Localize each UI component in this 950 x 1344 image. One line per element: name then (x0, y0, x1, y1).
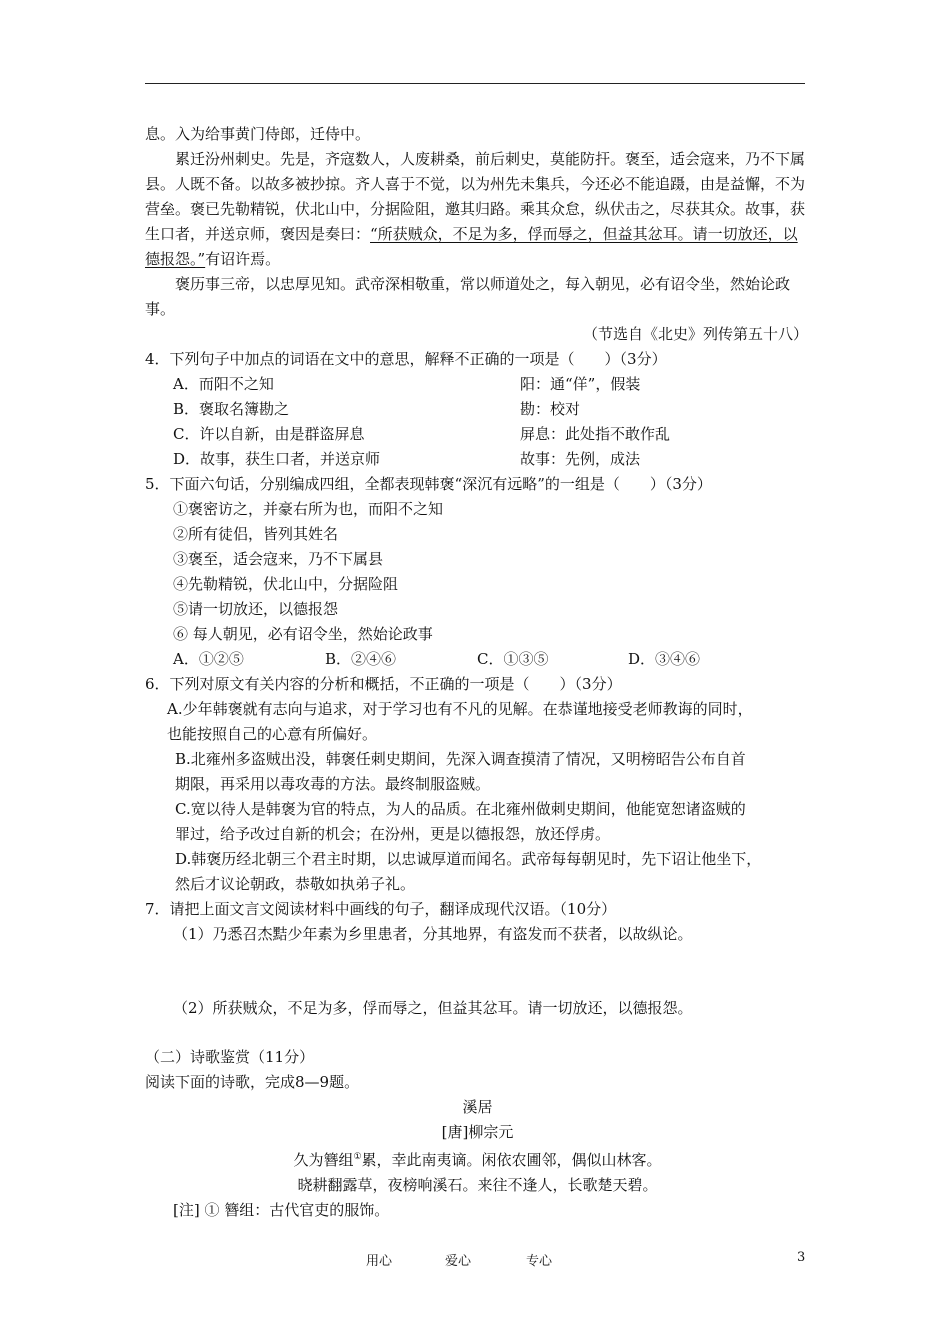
question-6-option-c-line-2: 罪过，给予改过自新的机会；在汾州，更是以德报怨，放还俘虏。 (175, 825, 611, 843)
underlined-sentence: “所获贼众，不足为多，俘而辱之，但益其忿耳。请一切放还，以德报怨。” (145, 225, 798, 268)
question-4-option-c: C．许以自新，由是群盗屏息 屏息：此处指不敢作乱 (173, 425, 671, 443)
footnote-marker: ① (353, 1152, 362, 1162)
question-7-sentence-2: （2）所获贼众，不足为多，俘而辱之，但益其忿耳。请一切放还，以德报怨。 (173, 999, 693, 1017)
question-5 (145, 472, 810, 672)
question-7-stem: 7．请把上面文言文阅读材料中画线的句子，翻译成现代汉语。（10分） (145, 900, 617, 918)
question-5-choices (145, 647, 810, 672)
page-number: 3 (797, 1250, 806, 1265)
question-6 (145, 672, 810, 897)
question-6-stem: 6．下列对原文有关内容的分析和概括，不正确的一项是（ ）（3分） (145, 675, 622, 693)
choice-a: A．①②⑤ (173, 650, 244, 668)
passage (145, 122, 810, 347)
poem-line-1: 久为簪组①累，幸此南夷谪。闲依农圃邻，偶似山林客。 (293, 1151, 662, 1169)
poetry-heading: （二）诗歌鉴赏（11分） (145, 1048, 315, 1066)
question-4-stem: 4．下列句子中加点的词语在文中的意思，解释不正确的一项是（ ）（3分） (145, 350, 667, 368)
poem-note: [注] ① 簪组：古代官吏的服饰。 (173, 1201, 390, 1219)
poem-title: 溪居 (462, 1098, 493, 1116)
question-6-option-a-line-1: A.少年韩褒就有志向与追求，对于学习也有不凡的见解。在恭谨地接受老师教诲的同时， (167, 700, 753, 718)
passage-source: （节选自《北史》列传第五十八） (582, 325, 808, 343)
question-5-item-2: ②所有徒侣，皆列其姓名 (173, 525, 339, 543)
choice-b: B．②④⑥ (325, 650, 397, 668)
question-6-option-c-line-1: C.宽以待人是韩褒为官的特点，为人的品质。在北雍州做刺史期间，他能宽恕诸盗贼的 (175, 800, 746, 818)
question-4-option-d: D．故事，获生口者，并送京师 故事：先例，成法 (173, 450, 641, 468)
question-6-option-b-line-1: B.北雍州多盗贼出没，韩褒任刺史期间，先深入调查摸清了情况，又明榜昭告公布自首 (175, 750, 746, 768)
question-5-item-3: ③褒至，适会寇来，乃不下属县 (173, 550, 384, 568)
passage-paragraph-3: 褒历事三帝，以忠厚见知。武帝深相敬重，常以师道处之，每入朝见，必有诏令坐，然始论政事。 (145, 275, 791, 318)
footer-middle: 爱心 (445, 1254, 472, 1269)
passage-paragraph-2: 累迁汾州刺史。先是，齐寇数人，人废耕桑，前后刺史，莫能防扞。褒至，适会寇来，乃不下属县。人既不备。以故多被抄掠。齐人喜于不觉，以为州先未集兵，今还必不能追蹑，由是益懈，不为营垒。褒已先勒精锐，伏北山中，分据险阻，邀其归路。乘其众怠，纵伏击之，尽获其众。故事，获生口者，并送京师，褒因是奏曰：“所获贼众，不足为多，俘而辱之，但益其忿耳。请一切放还，以德报怨。”有诏许焉。 (145, 150, 806, 268)
question-5-item-4: ④先勒精锐，伏北山中，分据险阻 (173, 575, 399, 593)
question-6-option-a-line-2: 也能按照自己的心意有所偏好。 (167, 725, 378, 743)
question-6-option-b-line-2: 期限，再采用以毒攻毒的方法。最终制服盗贼。 (175, 775, 491, 793)
footer-right: 专心 (526, 1254, 553, 1269)
question-4-option-a: A．而阳不之知 阳：通“佯”，假装 (173, 375, 641, 393)
poem-author: [唐]柳宗元 (441, 1123, 514, 1141)
question-4 (145, 347, 810, 472)
question-5-item-6: ⑥ 每人朝见，必有诏令坐，然始论政事 (173, 625, 433, 643)
poetry-instruction: 阅读下面的诗歌，完成8—9题。 (145, 1073, 360, 1091)
header-rule (145, 83, 805, 84)
question-6-option-d-line-1: D.韩褒历经北朝三个君主时期，以忠诚厚道而闻名。武帝每每朝见时，先下诏让他坐下， (175, 850, 762, 868)
question-5-item-1: ①褒密访之，并豪右所为也，而阳不之知 (173, 500, 444, 518)
choice-c: C．①③⑤ (477, 650, 549, 668)
question-7-part-2 (145, 996, 810, 1021)
question-5-item-5: ⑤请一切放还，以德报怨 (173, 600, 339, 618)
question-7-sentence-1: （1）乃悉召杰黠少年素为乡里患者，分其地界，有盗发而不获者，以故纵论。 (173, 925, 693, 943)
question-5-stem: 5．下面六句话，分别编成四组，全都表现韩褒“深沉有远略”的一组是（ ）（3分） (145, 475, 712, 493)
question-6-option-d-line-2: 然后才议论朝政，恭敬如执弟子礼。 (175, 875, 416, 893)
poetry-section (145, 1045, 810, 1223)
poem-line-2: 晓耕翻露草，夜榜响溪石。来往不逢人，长歌楚天碧。 (297, 1176, 658, 1194)
question-7 (145, 897, 810, 947)
question-4-option-b: B．褒取名簿勘之 勘：校对 (173, 400, 581, 418)
footer-left: 用心 (366, 1254, 393, 1269)
choice-d: D．③④⑥ (628, 650, 701, 668)
passage-line-1: 息。入为给事黄门侍郎，迁侍中。 (145, 125, 371, 143)
